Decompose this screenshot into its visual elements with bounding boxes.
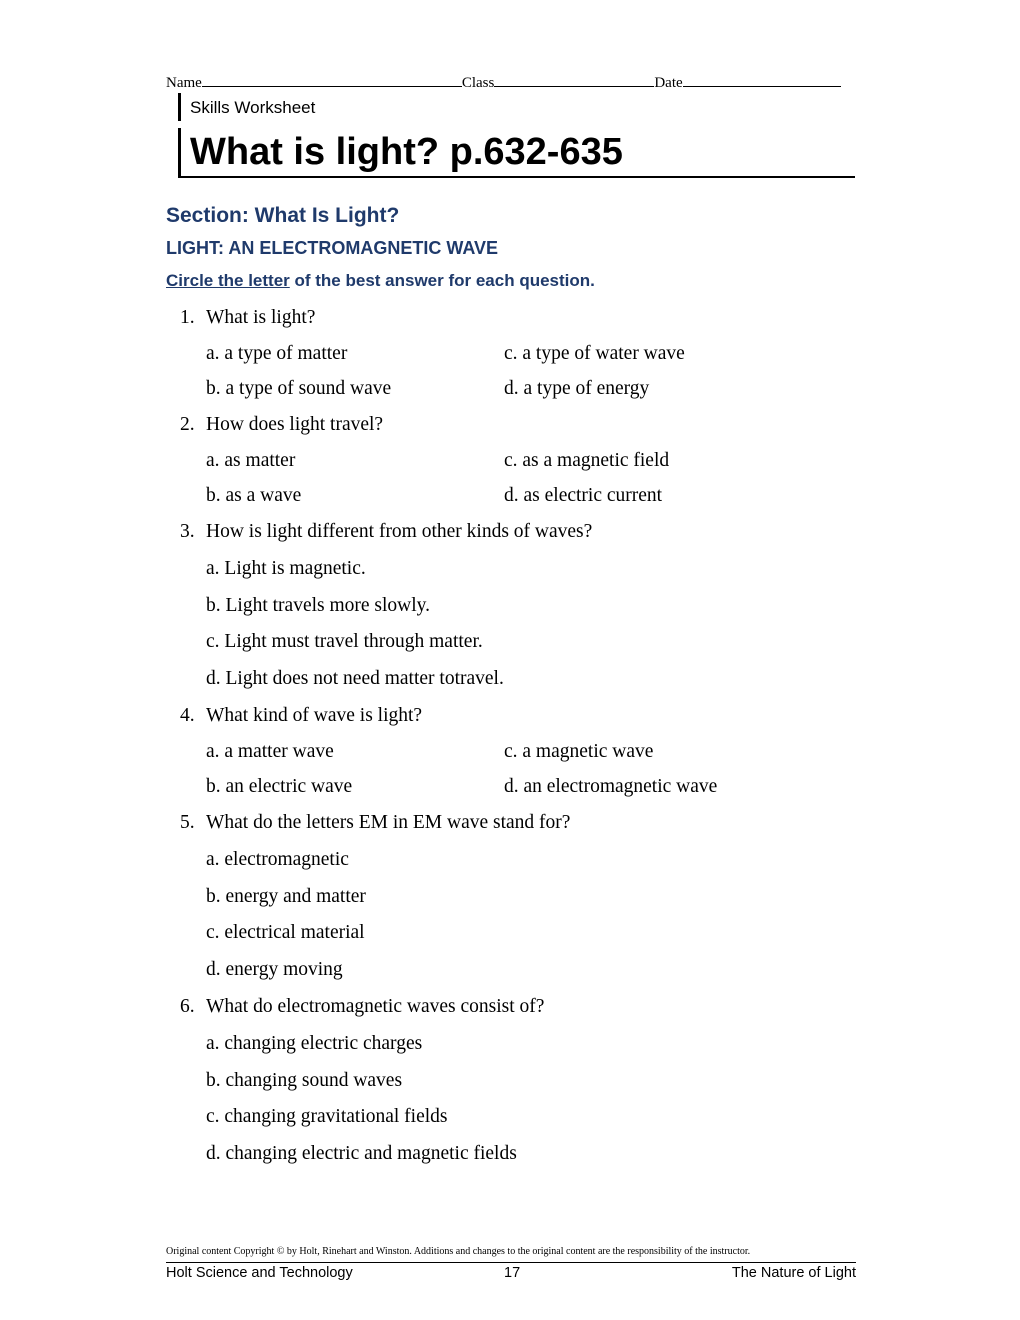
footer-chapter: The Nature of Light — [731, 1265, 856, 1281]
option-letter: c. — [206, 1106, 220, 1128]
instructions — [166, 271, 595, 291]
option-text: changing sound waves — [225, 1069, 403, 1091]
answer-option[interactable] — [206, 849, 349, 871]
answer-option[interactable] — [206, 595, 430, 617]
option-letter: c. — [504, 740, 518, 762]
option-letter: c. — [206, 631, 220, 653]
option-letter: a. — [206, 557, 220, 579]
option-text: electromagnetic — [224, 848, 349, 870]
answer-option[interactable] — [206, 485, 301, 507]
section-heading: Section: What Is Light? — [166, 204, 400, 227]
name-blank[interactable] — [202, 72, 462, 87]
answer-option[interactable] — [206, 741, 334, 763]
section-subheading: LIGHT: AN ELECTROMAGNETIC WAVE — [166, 238, 498, 258]
option-text: a type of water wave — [522, 342, 685, 364]
answer-option[interactable] — [206, 378, 391, 400]
answer-option[interactable] — [206, 343, 347, 365]
option-text: energy moving — [225, 959, 343, 981]
answer-option[interactable] — [206, 922, 365, 944]
option-letter: d. — [504, 485, 519, 506]
answer-option[interactable] — [206, 631, 483, 653]
date-label: Date — [654, 75, 683, 91]
option-text: a matter wave — [224, 740, 334, 762]
answer-option[interactable] — [206, 1033, 422, 1055]
footer-divider — [166, 1262, 856, 1263]
copyright-notice: Original content Copyright © by Holt, Rinehart and Winston. Additions and changes to the original content are the responsibility of the instructor. — [166, 1246, 751, 1257]
option-letter: d. — [504, 776, 519, 797]
option-letter: d. — [206, 1143, 221, 1165]
worksheet-kicker: Skills Worksheet — [178, 93, 315, 121]
option-letter: c. — [504, 342, 518, 364]
option-letter: b. — [206, 776, 221, 797]
option-text: Light must travel through matter. — [224, 631, 483, 653]
answer-option[interactable] — [504, 343, 685, 365]
answer-option[interactable] — [206, 959, 343, 981]
option-letter: d. — [206, 668, 221, 690]
option-text: a magnetic wave — [522, 740, 654, 762]
answer-option[interactable] — [206, 886, 366, 908]
option-letter: b. — [206, 485, 221, 506]
answer-option[interactable] — [504, 776, 717, 798]
option-letter: b. — [206, 885, 221, 907]
option-letter: a. — [206, 848, 220, 870]
option-letter: b. — [206, 594, 221, 616]
option-text: Light does not need matter totravel. — [225, 668, 504, 690]
answer-option[interactable] — [504, 378, 649, 400]
option-letter: a. — [206, 740, 220, 762]
option-letter: d. — [206, 959, 221, 981]
question-text: What do the letters EM in EM wave stand for? — [206, 812, 571, 833]
option-letter: a. — [206, 1032, 220, 1054]
option-text: electrical material — [224, 922, 365, 944]
question-text: How is light different from other kinds of waves? — [206, 521, 593, 542]
answer-option[interactable] — [206, 450, 295, 472]
answer-option[interactable] — [206, 558, 366, 580]
option-text: a type of sound wave — [225, 378, 392, 399]
answer-option[interactable] — [504, 485, 662, 507]
option-letter: b. — [206, 378, 221, 399]
student-info-line — [166, 72, 856, 92]
question-number: 6. — [180, 996, 195, 1017]
answer-option[interactable] — [206, 1070, 402, 1092]
class-label: Class — [461, 75, 495, 91]
option-text: changing electric charges — [224, 1032, 423, 1054]
option-text: energy and matter — [225, 885, 366, 907]
question-number: 5. — [180, 812, 195, 833]
option-letter: c. — [206, 922, 220, 944]
question-text: What kind of wave is light? — [206, 705, 423, 726]
answer-option[interactable] — [206, 668, 504, 690]
question-number: 1. — [180, 307, 195, 328]
question-text: How does light travel? — [206, 414, 384, 435]
option-text: as electric current — [523, 485, 663, 506]
answer-option[interactable] — [206, 1143, 517, 1165]
answer-option[interactable] — [206, 1106, 448, 1128]
question-text: What do electromagnetic waves consist of? — [206, 996, 545, 1017]
answer-option[interactable] — [504, 450, 669, 472]
option-text: changing electric and magnetic fields — [225, 1143, 517, 1165]
option-text: changing gravitational fields — [224, 1106, 448, 1128]
instructions-emphasis: Circle the letter — [166, 271, 290, 290]
question-number: 3. — [180, 521, 195, 542]
option-text: a type of energy — [523, 378, 650, 399]
name-label: Name — [166, 75, 202, 91]
option-text: Light is magnetic. — [224, 557, 366, 579]
date-blank[interactable] — [683, 72, 841, 87]
footer-publisher: Holt Science and Technology — [166, 1265, 353, 1281]
option-text: as a magnetic field — [522, 449, 670, 471]
answer-option[interactable] — [206, 776, 352, 798]
option-text: Light travels more slowly. — [225, 594, 431, 616]
option-letter: b. — [206, 1069, 221, 1091]
option-letter: c. — [504, 449, 518, 471]
question-text: What is light? — [206, 307, 316, 328]
option-text: an electric wave — [225, 776, 353, 797]
instructions-rest: of the best answer for each question. — [289, 271, 595, 290]
answer-option[interactable] — [504, 741, 653, 763]
option-letter: d. — [504, 378, 519, 399]
option-text: an electromagnetic wave — [523, 776, 718, 797]
question-number: 2. — [180, 414, 195, 435]
page-title: What is light? p.632-635 — [178, 128, 855, 178]
option-text: as a wave — [225, 485, 302, 506]
option-text: as matter — [224, 449, 296, 471]
class-blank[interactable] — [494, 72, 654, 87]
option-letter: a. — [206, 449, 220, 471]
question-number: 4. — [180, 705, 195, 726]
option-text: a type of matter — [224, 342, 348, 364]
option-letter: a. — [206, 342, 220, 364]
page-number: 17 — [504, 1265, 521, 1281]
